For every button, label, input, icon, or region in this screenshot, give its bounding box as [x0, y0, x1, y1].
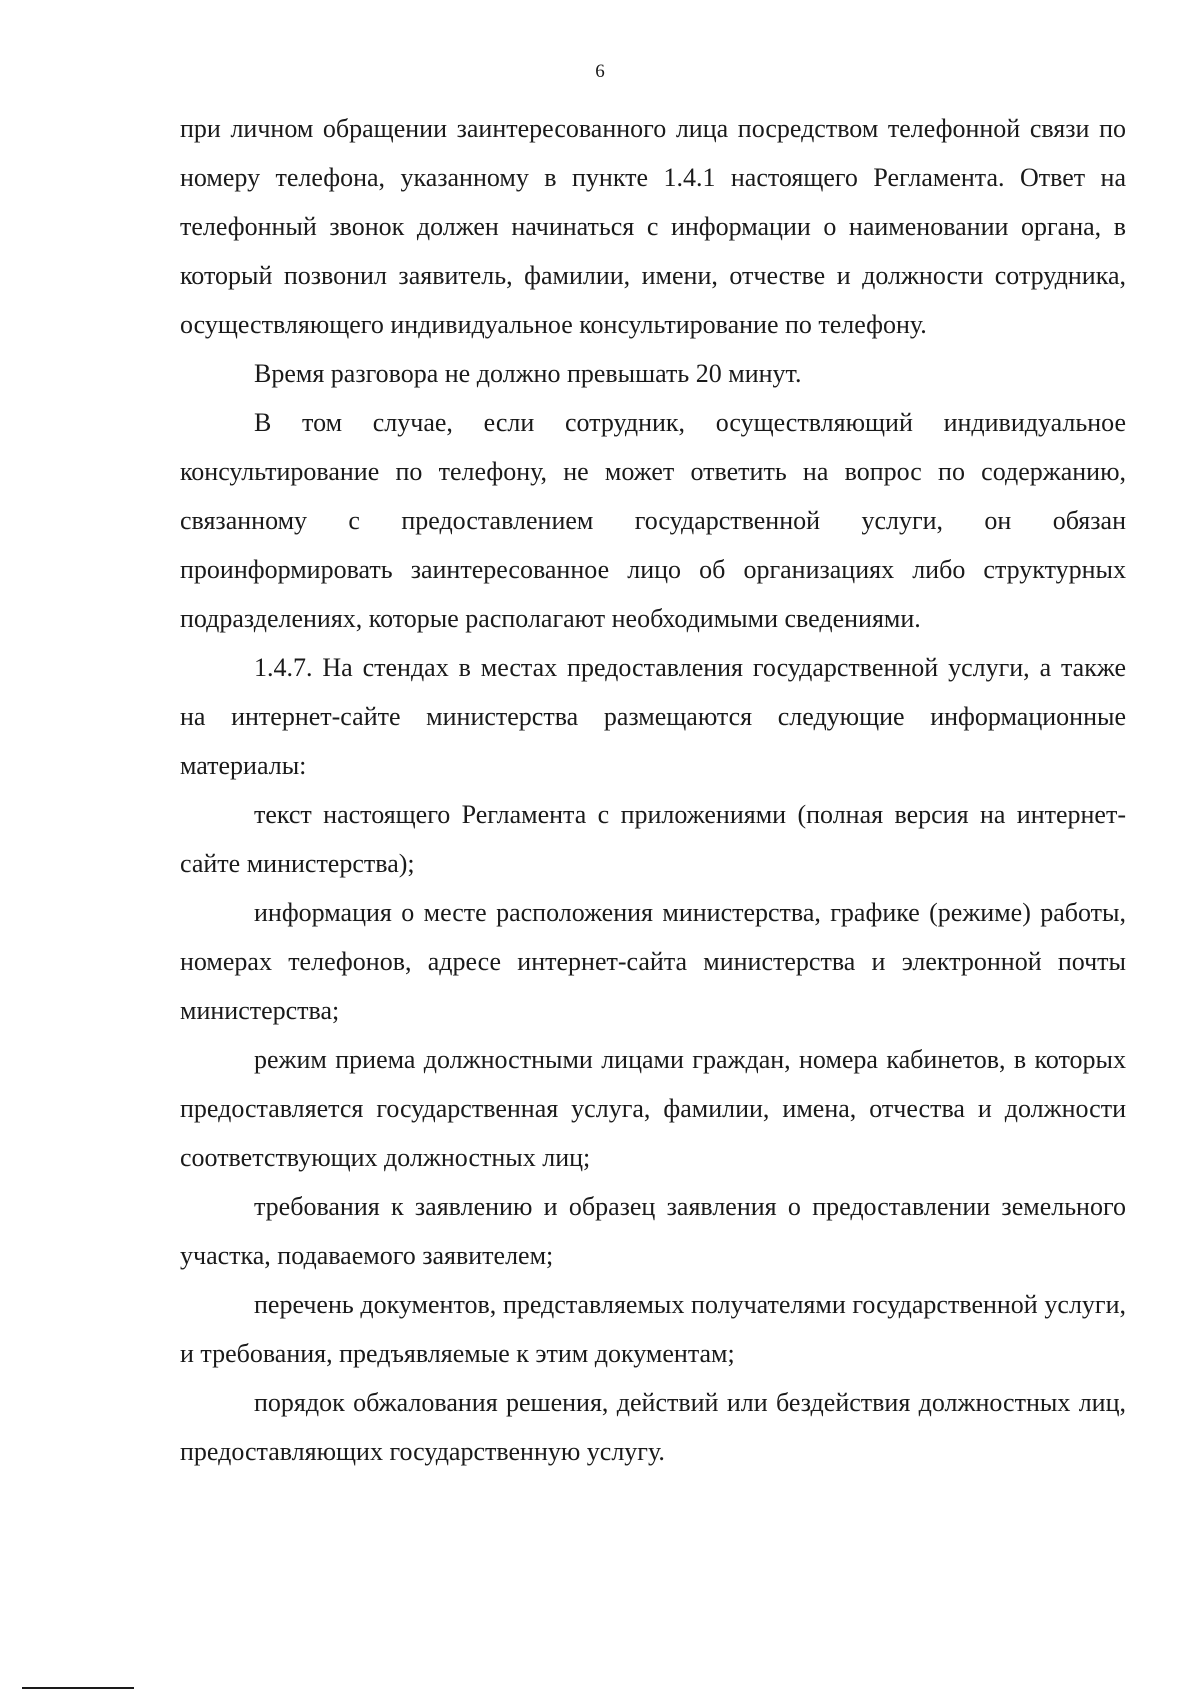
list-item-application-requirements: требования к заявлению и образец заявления о предоставлении земельного участка, подаваемого заявителем; [180, 1192, 1126, 1270]
list-item-regulation-text: текст настоящего Регламента с приложениями (полная версия на интернет-сайте министерства); [180, 800, 1126, 878]
paragraph-redirect-inquiry: В том случае, если сотрудник, осуществляющий индивидуальное консультирование по телефону, не может ответить на вопрос по содержанию, связанному с предоставлением государственной услуги, он обязан проинформировать заинтересованное лицо об организациях либо структурных подразделениях, которые располагают необходимыми сведениями. [180, 408, 1126, 633]
footer-rule [22, 1687, 134, 1689]
paragraph-call-duration: Время разговора не должно превышать 20 минут. [254, 359, 802, 388]
document-body [180, 104, 1126, 1476]
paragraph-phone-consultation: при личном обращении заинтересованного лица посредством телефонной связи по номеру телефона, указанному в пункте 1.4.1 настоящего Регламента. Ответ на телефонный звонок должен начинаться с информации о наименовании органа, в который позвонил заявитель, фамилии, имени, отчестве и должности сотрудника, осуществляющего индивидуальное консультирование по телефону. [180, 114, 1126, 339]
list-item-documents-list: перечень документов, представляемых получателями государственной услуги, и требования, предъявляемые к этим документам; [180, 1290, 1126, 1368]
page-number: 6 [595, 61, 605, 82]
list-item-ministry-location: информация о месте расположения министерства, графике (режиме) работы, номерах телефонов, адресе интернет-сайта министерства и электронной почты министерства; [180, 898, 1126, 1025]
list-item-appeal-procedure: порядок обжалования решения, действий или бездействия должностных лиц, предоставляющих государственную услугу. [180, 1388, 1126, 1466]
list-item-reception-schedule: режим приема должностными лицами граждан, номера кабинетов, в которых предоставляется государственная услуга, фамилии, имена, отчества и должности соответствующих должностных лиц; [180, 1045, 1126, 1172]
paragraph-section-1-4-7: 1.4.7. На стендах в местах предоставления государственной услуги, а также на интернет-сайте министерства размещаются следующие информационные материалы: [180, 653, 1126, 780]
